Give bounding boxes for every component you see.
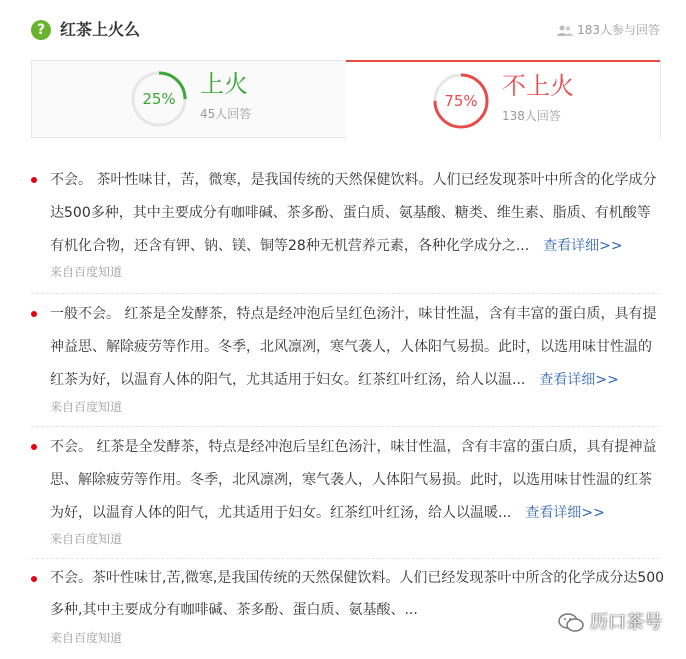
percent-ring-yes <box>130 70 188 128</box>
answer-source: 来自百度知道 <box>50 400 123 414</box>
answer-line <box>50 226 660 259</box>
answer-item <box>31 160 660 294</box>
answer-line-text: 有机化合物，还含有钾、钠、镁、铜等28种无机营养元素，各种化学成分之... <box>50 238 530 254</box>
answer-source: 来自百度知道 <box>50 265 123 279</box>
question-icon: ? <box>31 20 51 40</box>
percent-text-yes: 25% <box>142 90 176 108</box>
vote-count-yes: 45人回答 <box>200 107 252 121</box>
view-details-link[interactable]: 查看详细>> <box>525 505 605 521</box>
answer-line <box>50 493 660 526</box>
answer-line: 多种,其中主要成分有咖啡碱、茶多酚、蛋白质、氨基酸、... <box>50 602 418 618</box>
answer-line: 神益思、解除疲劳等作用。冬季，北风凛冽，寒气袭人，人体阳气易损。此时，以选用味甘性温的 <box>50 339 652 355</box>
bullet-dot <box>31 444 37 450</box>
answer-line: 达500多种，其中主要成分有咖啡碱、茶多酚、蛋白质、氨基酸、糖类、维生素、脂质、有机酸等 <box>50 205 651 221</box>
answer-line <box>50 360 660 393</box>
percent-text-no: 75% <box>444 92 478 110</box>
participant-count <box>557 22 660 38</box>
vote-panel <box>31 60 661 138</box>
question-title: 红茶上火么 <box>60 20 141 39</box>
answer-line-text: 为好，以温育人体的阳气，尤其适用于妇女。红茶红叶红汤，给人以温暖... <box>50 505 512 521</box>
participant-count-text: 183人参与回答 <box>577 23 660 37</box>
answer-line: 不会。茶叶性味甘,苦,微寒,是我国传统的天然保健饮料。人们已经发现茶叶中所含的化学成分达500 <box>50 570 665 586</box>
watermark <box>558 612 662 634</box>
view-details-link[interactable]: 查看详细>> <box>543 238 623 254</box>
answer-item <box>31 559 665 659</box>
vote-option-yes[interactable] <box>32 61 346 137</box>
vote-label-yes: 上火 <box>200 70 248 98</box>
answer-line: 不会。 茶叶性味甘，苦，微寒，是我国传统的天然保健饮料。人们已经发现茶叶中所含的化学成分 <box>50 172 657 188</box>
bullet-dot <box>31 311 37 317</box>
answer-line: 一般不会。 红茶是全发酵茶，特点是经冲泡后呈红色汤汁，味甘性温，含有丰富的蛋白质，具有提 <box>50 306 657 322</box>
answer-list <box>31 160 665 659</box>
answer-line: 不会。 红茶是全发酵茶，特点是经冲泡后呈红色汤汁，味甘性温，含有丰富的蛋白质，具有提神益 <box>50 439 657 455</box>
answer-item <box>31 427 660 559</box>
answer-source: 来自百度知道 <box>50 532 123 546</box>
question-header <box>31 20 660 46</box>
vote-option-no[interactable] <box>346 60 660 139</box>
bullet-dot <box>31 576 37 582</box>
watermark-text: 历口茶号 <box>590 612 662 633</box>
answer-item <box>31 294 660 427</box>
view-details-link[interactable]: 查看详细>> <box>539 372 619 388</box>
bullet-dot <box>31 177 37 183</box>
percent-ring-no <box>432 72 490 130</box>
vote-count-no: 138人回答 <box>502 109 561 123</box>
vote-label-no: 不上火 <box>502 72 574 100</box>
people-icon <box>557 25 573 37</box>
wechat-icon <box>558 613 584 633</box>
answer-line: 思、解除疲劳等作用。冬季，北风凛冽，寒气袭人，人体阳气易损。此时，以选用味甘性温的红茶 <box>50 472 652 488</box>
answer-line-text: 红茶为好，以温育人体的阳气，尤其适用于妇女。红茶红叶红汤，给人以温... <box>50 372 526 388</box>
answer-source: 来自百度知道 <box>50 631 123 645</box>
